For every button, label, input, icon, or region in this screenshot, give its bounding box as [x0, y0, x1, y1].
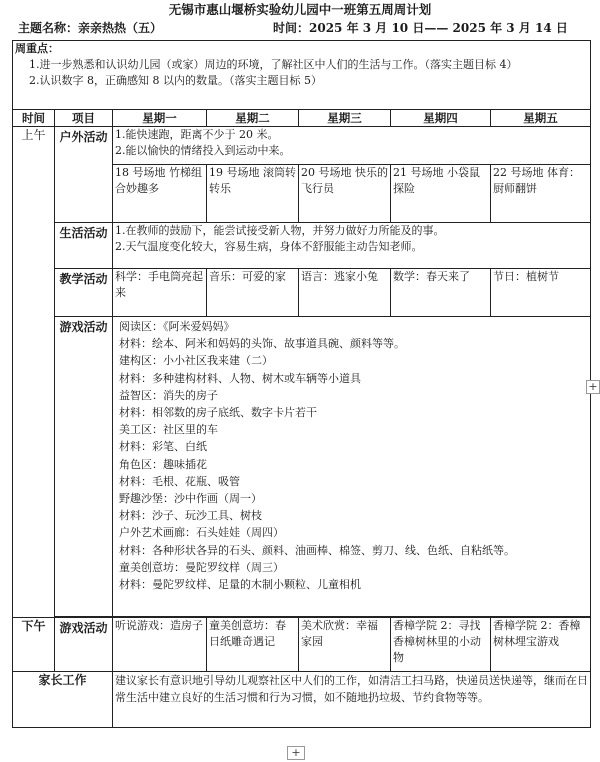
teaching-friday: 节日：植树节	[491, 269, 591, 317]
life-activity-label: 生活活动	[55, 223, 113, 269]
header-thursday: 星期四	[391, 110, 491, 127]
outdoor-tuesday: 19 号场地 滚筒转转乐	[207, 165, 299, 223]
game-line: 户外艺术画廊：石头娃娃（周四）	[119, 526, 284, 540]
game-line: 材料：各种形状各异的石头、颜料、油画棒、棉签、剪刀、线、色纸、自粘纸等。	[119, 543, 515, 557]
life-activity	[113, 223, 591, 269]
game-line: 阅读区：《阿米爱妈妈》	[119, 320, 235, 333]
header-item: 项目	[55, 110, 113, 127]
afternoon-game-label: 游戏活动	[55, 618, 113, 672]
header-tuesday: 星期二	[207, 110, 299, 127]
life-activity-line: 2.天气温度变化较大，容易生病，身体不舒服能主动告知老师。	[115, 240, 423, 253]
outdoor-goal: 1.能快速跑，距离不少于 20 米。	[115, 128, 279, 141]
game-line: 材料：曼陀罗纹样、足量的木制小颗粒、儿童相机	[119, 578, 361, 592]
game-line: 美工区：社区里的车	[119, 423, 218, 437]
outdoor-friday: 22 号场地 体育：厨师翻饼	[491, 165, 591, 223]
plan-table	[12, 40, 591, 728]
game-line: 材料：相邻数的房子底纸、数字卡片若干	[119, 406, 317, 420]
afternoon-tuesday: 童美创意坊：春日纸雕奇遇记	[207, 618, 299, 672]
outdoor-thursday: 21 号场地 小袋鼠探险	[391, 165, 491, 223]
teaching-thursday: 数学：春天来了	[391, 269, 491, 317]
teaching-tuesday: 音乐：可爱的家	[207, 269, 299, 317]
game-line: 益智区：消失的房子	[119, 388, 218, 402]
game-line: 材料：彩笔、白纸	[119, 440, 207, 454]
game-line: 建构区：小小社区我来建（二）	[119, 354, 273, 368]
theme-name: 主题名称：亲亲热热（五）	[18, 21, 163, 35]
game-line: 童美创意坊：曼陀罗纹样（周三）	[119, 560, 284, 574]
week-focus	[13, 41, 591, 110]
add-page-handle[interactable]: +	[287, 746, 305, 760]
afternoon-monday: 听说游戏：造房子	[113, 618, 207, 672]
subtitle-row	[14, 20, 598, 36]
afternoon-thursday: 香樟学院 2：寻找香樟树林里的小动物	[391, 618, 491, 672]
game-line: 材料：沙子、玩沙工具、树枝	[119, 509, 262, 523]
game-activity	[113, 317, 591, 617]
header-wednesday: 星期三	[299, 110, 391, 127]
week-focus-line: 1.进一步熟悉和认识幼儿园（或家）周边的环境，了解社区中人们的生活与工作。（落实主题目标 4）	[29, 58, 518, 71]
date-range: 时间：2025 年 3 月 10 日—— 2025 年 3 月 14 日	[273, 21, 568, 35]
outdoor-goal: 2.能以愉快的情绪投入到运动中来。	[115, 144, 291, 157]
header-monday: 星期一	[113, 110, 207, 127]
game-line: 材料：毛根、花瓶、吸管	[119, 474, 240, 488]
week-focus-line: 2.认识数字 8，正确感知 8 以内的数量。（落实主题目标 5）	[29, 74, 322, 87]
game-line: 野趣沙堡：沙中作画（周一）	[119, 492, 262, 506]
afternoon-friday: 香樟学院 2：香樟树林埋宝游戏	[491, 618, 591, 672]
game-line: 角色区：趣味插花	[119, 457, 207, 471]
page-title: 无锡市惠山堰桥实验幼儿园中一班第五周周计划	[168, 2, 432, 17]
game-line: 材料：多种建构材料、人物、树木或车辆等小道具	[119, 371, 361, 385]
header-time: 时间	[13, 110, 55, 127]
expand-row-handle[interactable]: +	[586, 380, 600, 394]
header-row	[13, 110, 591, 127]
outdoor-activity-label: 户外活动	[55, 127, 113, 223]
teaching-activity-label: 教学活动	[55, 269, 113, 317]
parents-work-label: 家长工作	[13, 672, 113, 728]
header-friday: 星期五	[491, 110, 591, 127]
outdoor-wednesday: 20 号场地 快乐的飞行员	[299, 165, 391, 223]
teaching-wednesday: 语言：逃家小兔	[299, 269, 391, 317]
outdoor-goals	[113, 127, 591, 165]
life-activity-line: 1.在教师的鼓励下，能尝试接受新人物，并努力做好力所能及的事。	[115, 224, 445, 237]
teaching-monday: 科学：手电筒亮起来	[113, 269, 207, 317]
afternoon-label: 下午	[13, 618, 55, 672]
outdoor-monday: 18 号场地 竹梯组合妙趣多	[113, 165, 207, 223]
parents-work-text: 建议家长有意识地引导幼儿观察社区中人们的工作，如清洁工扫马路，快递员送快递等，继而在日常生活中建立良好的生活习惯和行为习惯，如不随地扔垃圾、节约食物等等。	[113, 672, 591, 728]
afternoon-wednesday: 美术欣赏：幸福家园	[299, 618, 391, 672]
game-line: 材料：绘本、阿米和妈妈的头饰、故事道具碗、颜料等等。	[119, 337, 405, 351]
week-focus-heading: 周重点：	[15, 42, 59, 55]
game-activity-label: 游戏活动	[55, 317, 113, 617]
morning-label: 上午	[13, 127, 55, 618]
